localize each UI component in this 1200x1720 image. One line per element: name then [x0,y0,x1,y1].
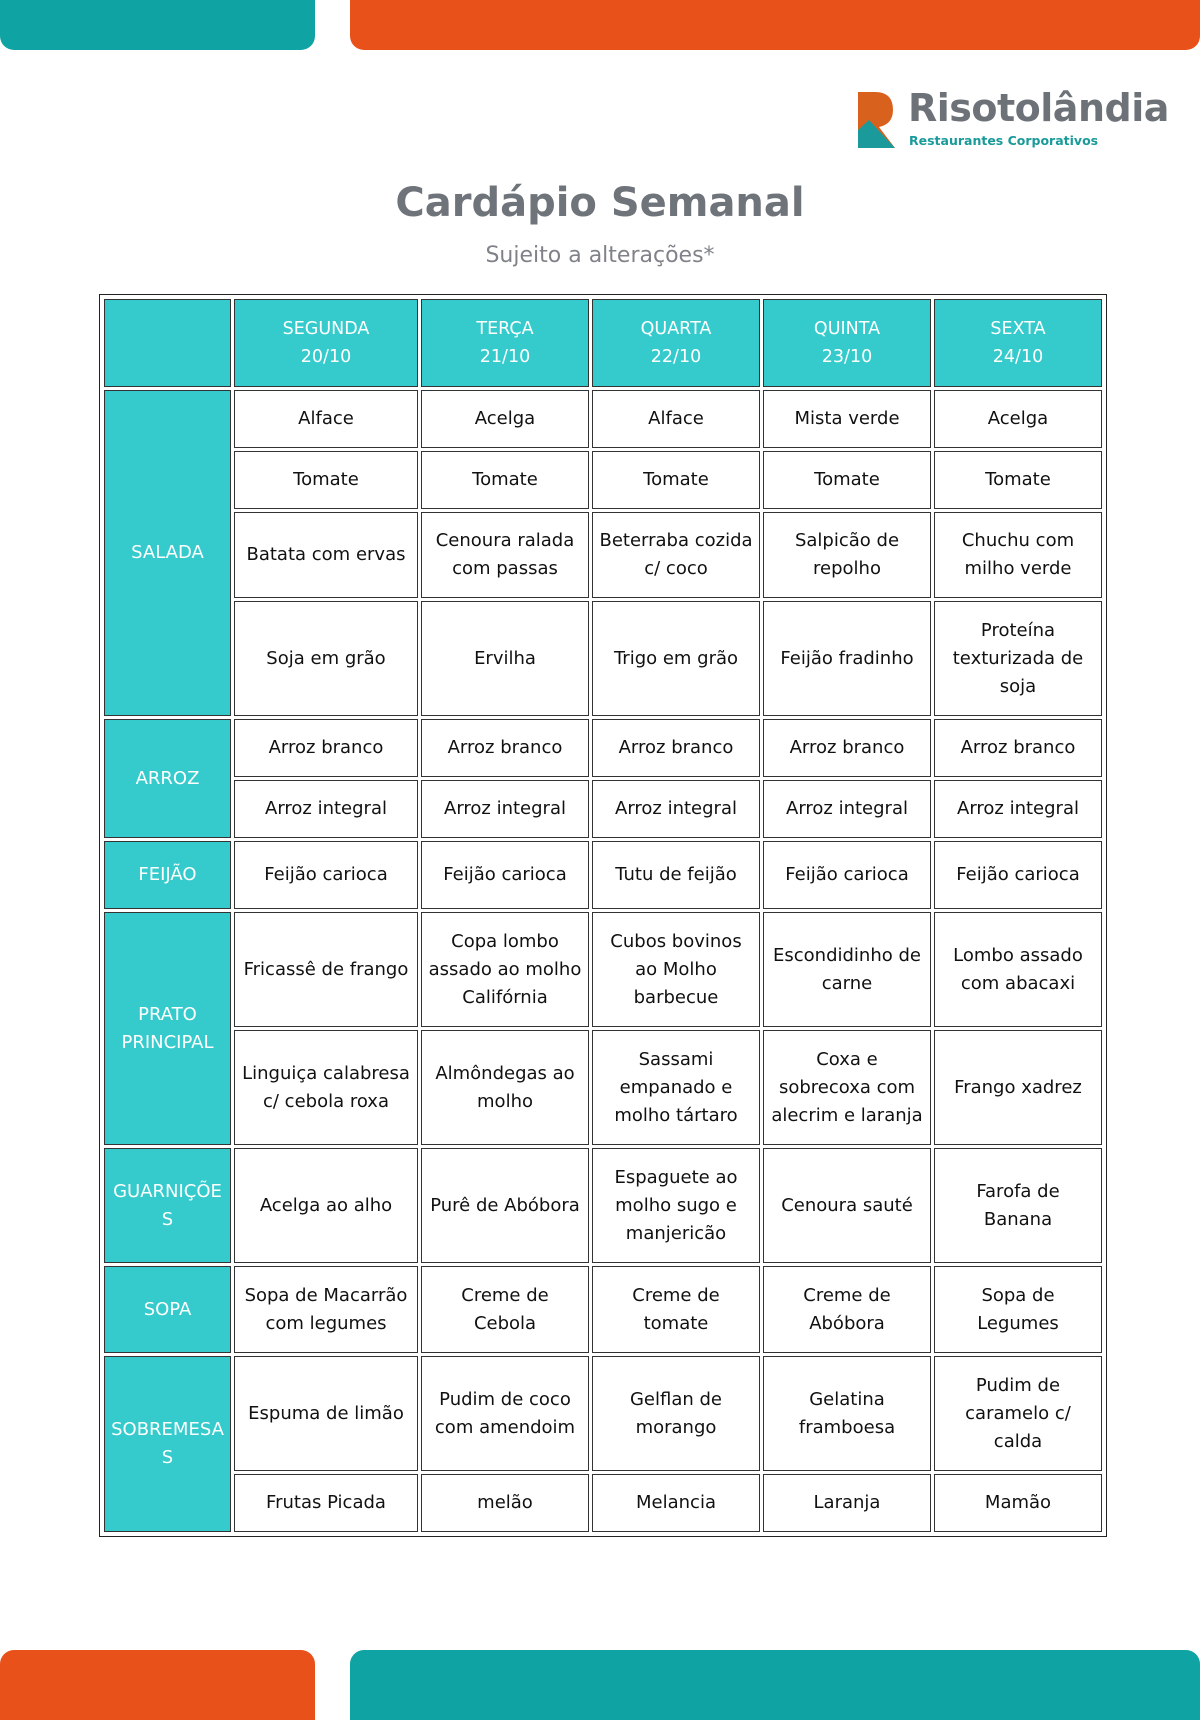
menu-cell: Gelflan de morango [592,1356,760,1471]
bottom-right-accent-bar [350,1650,1200,1720]
risotolandia-logo [855,86,1169,152]
menu-cell: Coxa e sobrecoxa com alecrim e laranja [763,1030,931,1145]
menu-cell: Frutas Picada [234,1474,418,1532]
menu-cell: Gelatina framboesa [763,1356,931,1471]
category-cell: FEIJÃO [104,841,231,909]
menu-cell: Tomate [934,451,1102,509]
menu-cell: Arroz branco [234,719,418,777]
menu-cell: Alface [592,390,760,448]
day-header: QUINTA 23/10 [763,299,931,387]
logo-mark-icon [855,90,897,150]
menu-cell: Acelga [421,390,589,448]
table-row [104,390,1102,448]
page-subtitle: Sujeito a alterações* [485,243,715,268]
menu-cell: Arroz branco [763,719,931,777]
menu-cell: Arroz integral [234,780,418,838]
menu-cell: Arroz integral [763,780,931,838]
menu-cell: Alface [234,390,418,448]
menu-cell: Tomate [421,451,589,509]
menu-cell: Arroz integral [592,780,760,838]
menu-cell: Pudim de coco com amendoim [421,1356,589,1471]
day-header: TERÇA 21/10 [421,299,589,387]
category-cell: SOPA [104,1266,231,1353]
menu-cell: Sopa de Macarrão com legumes [234,1266,418,1353]
menu-cell: Arroz branco [934,719,1102,777]
menu-cell: Cenoura sauté [763,1148,931,1263]
menu-cell: Batata com ervas [234,512,418,598]
menu-cell: Creme de tomate [592,1266,760,1353]
category-cell: SALADA [104,390,231,716]
menu-cell: Almôndegas ao molho [421,1030,589,1145]
category-cell: ARROZ [104,719,231,838]
table-row [104,1356,1102,1471]
menu-cell: Cenoura ralada com passas [421,512,589,598]
menu-cell: Tutu de feijão [592,841,760,909]
menu-cell: Soja em grão [234,601,418,716]
menu-cell: Fricassê de frango [234,912,418,1027]
menu-cell: Feijão carioca [234,841,418,909]
menu-cell: Creme de Abóbora [763,1266,931,1353]
menu-cell: Arroz branco [592,719,760,777]
menu-cell: Sopa de Legumes [934,1266,1102,1353]
menu-cell: Farofa de Banana [934,1148,1102,1263]
menu-cell: Feijão carioca [421,841,589,909]
page-title: Cardápio Semanal [395,180,805,226]
menu-cell: Proteína texturizada de soja [934,601,1102,716]
menu-cell: Feijão carioca [934,841,1102,909]
menu-cell: Linguiça calabresa c/ cebola roxa [234,1030,418,1145]
table-row [104,1148,1102,1263]
menu-cell: melão [421,1474,589,1532]
day-header: SEXTA 24/10 [934,299,1102,387]
table-row [104,780,1102,838]
menu-cell: Cubos bovinos ao Molho barbecue [592,912,760,1027]
logo-tagline: Restaurantes Corporativos [909,133,1099,148]
logo-name: Risotolândia [908,86,1169,130]
day-header-row [104,299,1102,387]
weekly-menu-frame [99,294,1107,1537]
table-row [104,1266,1102,1353]
menu-cell: Sassami empanado e molho tártaro [592,1030,760,1145]
table-row [104,1474,1102,1532]
menu-cell: Feijão carioca [763,841,931,909]
menu-cell: Arroz integral [934,780,1102,838]
category-cell: SOBREMESAS [104,1356,231,1532]
menu-cell: Lombo assado com abacaxi [934,912,1102,1027]
menu-cell: Melancia [592,1474,760,1532]
menu-cell: Laranja [763,1474,931,1532]
menu-cell: Chuchu com milho verde [934,512,1102,598]
menu-cell: Trigo em grão [592,601,760,716]
day-header: SEGUNDA 20/10 [234,299,418,387]
menu-cell: Mamão [934,1474,1102,1532]
menu-cell: Copa lombo assado ao molho Califórnia [421,912,589,1027]
menu-cell: Tomate [592,451,760,509]
menu-cell: Mista verde [763,390,931,448]
table-row [104,1030,1102,1145]
table-row [104,512,1102,598]
menu-cell: Tomate [234,451,418,509]
menu-cell: Creme de Cebola [421,1266,589,1353]
menu-cell: Espaguete ao molho sugo e manjericão [592,1148,760,1263]
table-row [104,719,1102,777]
menu-cell: Arroz integral [421,780,589,838]
menu-cell: Pudim de caramelo c/ calda [934,1356,1102,1471]
menu-cell: Ervilha [421,601,589,716]
menu-cell: Salpicão de repolho [763,512,931,598]
table-row [104,451,1102,509]
category-cell: PRATO PRINCIPAL [104,912,231,1145]
menu-cell: Acelga [934,390,1102,448]
top-right-accent-bar [350,0,1200,50]
menu-cell: Acelga ao alho [234,1148,418,1263]
menu-cell: Beterraba cozida c/ coco [592,512,760,598]
bottom-left-accent-bar [0,1650,315,1720]
menu-cell: Espuma de limão [234,1356,418,1471]
corner-cell [104,299,231,387]
menu-cell: Purê de Abóbora [421,1148,589,1263]
menu-cell: Arroz branco [421,719,589,777]
table-row [104,912,1102,1027]
top-left-accent-bar [0,0,315,50]
menu-cell: Escondidinho de carne [763,912,931,1027]
menu-cell: Tomate [763,451,931,509]
menu-cell: Frango xadrez [934,1030,1102,1145]
day-header: QUARTA 22/10 [592,299,760,387]
category-cell: GUARNIÇÕES [104,1148,231,1263]
table-row [104,601,1102,716]
weekly-menu-table [101,296,1105,1535]
table-row [104,841,1102,909]
menu-cell: Feijão fradinho [763,601,931,716]
